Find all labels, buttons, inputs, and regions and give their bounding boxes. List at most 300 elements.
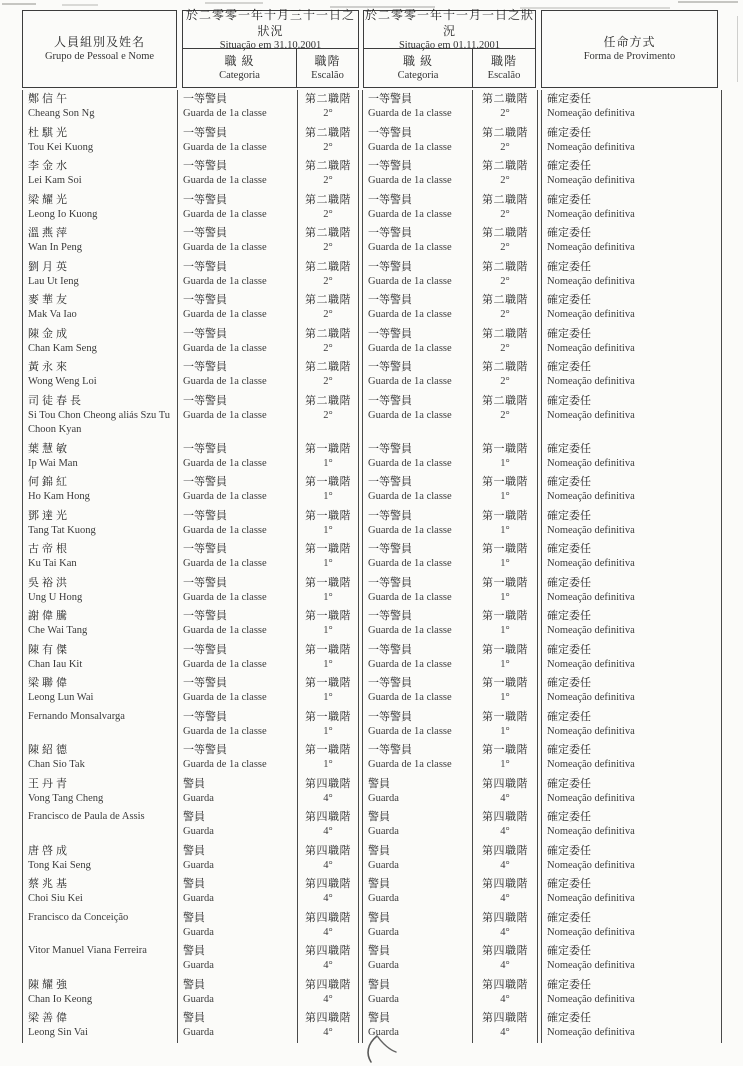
categoria-after-pt: Guarda xyxy=(368,1027,399,1038)
categoria-pt: Categoria xyxy=(397,70,439,81)
categoria-before-cell xyxy=(178,540,298,574)
forma-cell-zh: 確定委任 xyxy=(547,361,591,373)
table-row xyxy=(22,607,722,641)
escalao-after-number: 1° xyxy=(500,725,510,737)
escalao-before-zh: 第二職階 xyxy=(305,361,351,373)
categoria-before-zh: 一等警員 xyxy=(183,476,227,488)
escalao-before-number: 4° xyxy=(323,859,333,871)
categoria-after-cell xyxy=(363,507,473,541)
name-chinese: 梁善偉 xyxy=(28,1012,70,1024)
escalao-before-zh: 第一職階 xyxy=(305,744,351,756)
forma-cell-pt: Nomeação definitiva xyxy=(547,275,635,287)
escalao-after-number: 2° xyxy=(500,175,510,186)
escalao-subheader xyxy=(473,49,535,87)
forma-cell-zh: 確定委任 xyxy=(547,294,591,306)
escalao-after-cell xyxy=(473,875,538,909)
escalao-after-zh: 第四職階 xyxy=(482,811,528,823)
forma-cell-pt: Nomeação definitiva xyxy=(547,926,635,938)
table-row xyxy=(22,708,722,742)
escalao-after-zh: 第一職階 xyxy=(482,643,528,656)
categoria-after-pt: Guarda de 1a classe xyxy=(368,658,452,670)
escalao-after-cell xyxy=(473,574,538,608)
escalao-after-zh: 第一職階 xyxy=(482,442,528,455)
escalao-before-cell xyxy=(298,90,359,124)
name-chinese: 陳紹德 xyxy=(28,744,70,756)
escalao-after-number: 2° xyxy=(500,409,510,421)
escalao-before-cell xyxy=(298,325,359,359)
name-chinese: 梁耀光 xyxy=(28,193,70,206)
categoria-after-cell xyxy=(363,258,473,292)
table-row xyxy=(22,258,722,292)
categoria-after-zh: 一等警員 xyxy=(368,744,412,756)
escalao-after-number: 4° xyxy=(500,1027,510,1038)
categoria-after-pt: Guarda xyxy=(368,926,399,938)
forma-cell-pt: Nomeação definitiva xyxy=(547,692,635,703)
escalao-after-cell xyxy=(473,741,538,775)
forma-cell-zh: 確定委任 xyxy=(547,394,591,407)
name-portuguese: Chan Sio Tak xyxy=(28,759,85,770)
categoria-before-cell xyxy=(178,325,298,359)
escalao-before-cell xyxy=(298,157,359,191)
categoria-after-cell xyxy=(363,674,473,708)
name-portuguese: Wan In Peng xyxy=(28,242,82,253)
escalao-before-number: 2° xyxy=(323,275,333,287)
scan-artifact-dash xyxy=(62,4,98,6)
forma-cell xyxy=(542,325,719,359)
escalao-before-zh: 第二職階 xyxy=(305,93,351,105)
categoria-before-pt: Guarda de 1a classe xyxy=(183,591,267,603)
escalao-before-number: 2° xyxy=(323,376,333,387)
escalao-after-cell xyxy=(473,90,538,124)
name-chinese: 陳有傑 xyxy=(28,643,70,656)
forma-cell xyxy=(542,440,719,474)
categoria-before-pt: Guarda xyxy=(183,960,214,971)
escalao-after-zh: 第二職階 xyxy=(482,294,528,306)
forma-cell xyxy=(542,507,719,541)
categoria-after-zh: 一等警員 xyxy=(368,476,412,488)
name-chinese: 何錦紅 xyxy=(28,476,70,488)
forma-cell-zh: 確定委任 xyxy=(547,576,591,589)
scan-artifact-dash xyxy=(2,3,36,5)
name-chinese: 李金水 xyxy=(28,160,70,172)
forma-cell-pt: Nomeação definitiva xyxy=(547,859,635,871)
categoria-after-pt: Guarda xyxy=(368,792,399,804)
name-portuguese: Ung U Hong xyxy=(28,591,83,603)
categoria-after-pt: Guarda xyxy=(368,859,399,871)
categoria-after-pt: Guarda de 1a classe xyxy=(368,558,452,569)
name-portuguese: Ku Tai Kan xyxy=(28,558,77,569)
table-body xyxy=(22,90,722,1043)
escalao-after-zh: 第四職階 xyxy=(482,945,528,957)
name-chinese: 葉慧敏 xyxy=(28,442,70,455)
categoria-after-zh: 警員 xyxy=(368,945,390,957)
name-portuguese: Si Tou Chon Cheong aliás Szu Tu Choon Kyan xyxy=(28,409,171,435)
escalao-before-cell xyxy=(298,574,359,608)
forma-cell xyxy=(542,741,719,775)
table-row xyxy=(22,808,722,842)
name-cell xyxy=(23,325,178,359)
escalao-after-cell xyxy=(473,708,538,742)
name-chinese: 古帝根 xyxy=(28,543,70,555)
name-portuguese: Lau Ut Ieng xyxy=(28,275,79,287)
categoria-after-pt: Guarda de 1a classe xyxy=(368,208,452,220)
escalao-before-zh: 第四職階 xyxy=(305,978,351,991)
escalao-after-cell xyxy=(473,358,538,392)
name-cell xyxy=(23,808,178,842)
categoria-before-pt: Guarda de 1a classe xyxy=(183,175,267,186)
forma-cell-pt: Nomeação definitiva xyxy=(547,893,635,904)
forma-cell xyxy=(542,607,719,641)
categoria-before-zh: 一等警員 xyxy=(183,327,227,340)
categoria-after-pt: Guarda de 1a classe xyxy=(368,524,452,536)
forma-cell-zh: 確定委任 xyxy=(547,476,591,488)
table-header xyxy=(22,7,722,88)
escalao-before-cell xyxy=(298,124,359,158)
name-cell xyxy=(23,90,178,124)
forma-cell-pt: Nomeação definitiva xyxy=(547,625,635,636)
name-chinese: 鄭信午 xyxy=(28,93,70,105)
name-portuguese: Leong Io Kuong xyxy=(28,208,98,220)
escalao-after-zh: 第二職階 xyxy=(482,126,528,139)
categoria-after-zh: 一等警員 xyxy=(368,160,412,172)
escalao-before-cell xyxy=(298,607,359,641)
name-cell xyxy=(23,258,178,292)
categoria-before-pt: Guarda de 1a classe xyxy=(183,692,267,703)
name-cell xyxy=(23,392,178,440)
name-cell xyxy=(23,440,178,474)
forma-cell-pt: Nomeação definitiva xyxy=(547,457,635,469)
table-row xyxy=(22,224,722,258)
categoria-before-pt: Guarda de 1a classe xyxy=(183,759,267,770)
name-portuguese: Chan Iau Kit xyxy=(28,658,83,670)
forma-cell-zh: 確定委任 xyxy=(547,193,591,206)
escalao-before-number: 4° xyxy=(323,792,333,804)
name-cell xyxy=(23,507,178,541)
categoria-before-zh: 警員 xyxy=(183,844,205,857)
categoria-after-zh: 一等警員 xyxy=(368,193,412,206)
situation-2-zh: 於二零零一年十一月一日之狀況 xyxy=(364,7,534,38)
categoria-before-pt: Guarda de 1a classe xyxy=(183,491,267,502)
categoria-after-pt: Guarda de 1a classe xyxy=(368,725,452,737)
escalao-after-cell xyxy=(473,674,538,708)
categoria-after-pt: Guarda de 1a classe xyxy=(368,625,452,636)
escalao-after-number: 2° xyxy=(500,208,510,220)
categoria-before-zh: 一等警員 xyxy=(183,294,227,306)
name-portuguese: Ip Wai Man xyxy=(28,457,78,469)
forma-cell xyxy=(542,842,719,876)
forma-cell-zh: 確定委任 xyxy=(547,978,591,991)
escalao-before-zh: 第二職階 xyxy=(305,227,351,239)
categoria-before-cell xyxy=(178,157,298,191)
categoria-before-pt: Guarda de 1a classe xyxy=(183,658,267,670)
scan-artifact-line xyxy=(737,16,738,82)
name-portuguese: Leong Lun Wai xyxy=(28,692,94,703)
categoria-before-zh: 一等警員 xyxy=(183,710,227,723)
escalao-after-number: 1° xyxy=(500,558,510,569)
situation-1-title xyxy=(183,7,358,51)
categoria-before-zh: 一等警員 xyxy=(183,394,227,407)
categoria-after-cell xyxy=(363,641,473,675)
categoria-before-pt: Guarda de 1a classe xyxy=(183,625,267,636)
name-cell xyxy=(23,540,178,574)
forma-cell-pt: Nomeação definitiva xyxy=(547,1027,635,1038)
categoria-after-zh: 一等警員 xyxy=(368,543,412,555)
categoria-before-cell xyxy=(178,976,298,1010)
escalao-before-number: 2° xyxy=(323,108,333,119)
table-row xyxy=(22,473,722,507)
forma-cell xyxy=(542,708,719,742)
categoria-pt: Categoria xyxy=(219,70,260,81)
forma-cell-pt: Nomeação definitiva xyxy=(547,108,635,119)
name-portuguese: Chan Io Keong xyxy=(28,993,93,1005)
table-row xyxy=(22,842,722,876)
categoria-after-cell xyxy=(363,124,473,158)
categoria-before-pt: Guarda de 1a classe xyxy=(183,558,267,569)
forma-cell xyxy=(542,291,719,325)
categoria-before-zh: 一等警員 xyxy=(183,193,227,206)
name-cell xyxy=(23,191,178,225)
categoria-before-cell xyxy=(178,291,298,325)
escalao-before-zh: 第四職階 xyxy=(305,911,351,924)
escalao-before-cell xyxy=(298,674,359,708)
name-portuguese: Tang Tat Kuong xyxy=(28,524,96,536)
forma-cell-zh: 確定委任 xyxy=(547,160,591,172)
forma-cell xyxy=(542,641,719,675)
categoria-before-zh: 一等警員 xyxy=(183,160,227,172)
escalao-before-zh: 第一職階 xyxy=(305,543,351,555)
categoria-before-zh: 警員 xyxy=(183,811,205,823)
categoria-before-pt: Guarda de 1a classe xyxy=(183,242,267,253)
scan-artifact-dash xyxy=(520,7,670,9)
categoria-before-cell xyxy=(178,607,298,641)
table-row xyxy=(22,124,722,158)
escalao-zh: 職階 xyxy=(314,54,341,68)
categoria-before-zh: 一等警員 xyxy=(183,543,227,555)
escalao-before-cell xyxy=(298,808,359,842)
table-row xyxy=(22,507,722,541)
categoria-before-pt: Guarda de 1a classe xyxy=(183,275,267,287)
categoria-before-cell xyxy=(178,90,298,124)
table-row xyxy=(22,942,722,976)
categoria-before-cell xyxy=(178,708,298,742)
escalao-before-cell xyxy=(298,392,359,440)
escalao-before-cell xyxy=(298,1009,359,1043)
categoria-before-cell xyxy=(178,875,298,909)
escalao-after-cell xyxy=(473,291,538,325)
escalao-before-zh: 第二職階 xyxy=(305,160,351,172)
escalao-after-number: 4° xyxy=(500,792,510,804)
categoria-after-zh: 一等警員 xyxy=(368,610,412,622)
header-name-zh: 人員組別及姓名 xyxy=(53,35,145,49)
name-portuguese: Ho Kam Hong xyxy=(28,491,90,502)
table-row xyxy=(22,775,722,809)
forma-cell xyxy=(542,224,719,258)
categoria-after-zh: 警員 xyxy=(368,1012,390,1024)
forma-zh: 任命方式 xyxy=(603,35,656,49)
categoria-before-cell xyxy=(178,392,298,440)
forma-pt: Forma de Provimento xyxy=(583,51,676,62)
name-chinese: 陳耀強 xyxy=(28,978,70,991)
escalao-before-cell xyxy=(298,976,359,1010)
escalao-before-number: 1° xyxy=(323,491,333,502)
categoria-before-cell xyxy=(178,641,298,675)
forma-cell-pt: Nomeação definitiva xyxy=(547,960,635,971)
escalao-after-number: 1° xyxy=(500,692,510,703)
forma-cell xyxy=(542,942,719,976)
forma-cell xyxy=(542,191,719,225)
table-row xyxy=(22,741,722,775)
escalao-before-number: 1° xyxy=(323,692,333,703)
categoria-before-zh: 一等警員 xyxy=(183,744,227,756)
categoria-before-pt: Guarda de 1a classe xyxy=(183,108,267,119)
escalao-after-zh: 第二職階 xyxy=(482,227,528,239)
categoria-after-pt: Guarda de 1a classe xyxy=(368,409,452,421)
categoria-after-cell xyxy=(363,842,473,876)
header-forma-box xyxy=(541,10,718,88)
escalao-after-number: 2° xyxy=(500,342,510,354)
forma-cell-pt: Nomeação definitiva xyxy=(547,725,635,737)
forma-cell-pt: Nomeação definitiva xyxy=(547,376,635,387)
escalao-before-zh: 第二職階 xyxy=(305,327,351,340)
forma-cell-pt: Nomeação definitiva xyxy=(547,309,635,320)
name-cell xyxy=(23,1009,178,1043)
table-row xyxy=(22,540,722,574)
escalao-after-zh: 第四職階 xyxy=(482,978,528,991)
categoria-after-zh: 一等警員 xyxy=(368,260,412,273)
forma-cell xyxy=(542,1009,719,1043)
name-portuguese: Leong Sin Vai xyxy=(28,1027,88,1038)
name-cell xyxy=(23,607,178,641)
escalao-after-number: 2° xyxy=(500,309,510,320)
categoria-before-pt: Guarda xyxy=(183,1027,214,1038)
escalao-after-zh: 第二職階 xyxy=(482,394,528,407)
categoria-after-pt: Guarda de 1a classe xyxy=(368,141,452,153)
categoria-after-pt: Guarda xyxy=(368,993,399,1005)
name-chinese: 司徒春長 xyxy=(28,394,84,407)
escalao-after-number: 4° xyxy=(500,993,510,1005)
categoria-before-pt: Guarda xyxy=(183,893,214,904)
escalao-before-zh: 第四職階 xyxy=(305,777,351,790)
categoria-before-cell xyxy=(178,942,298,976)
forma-cell-zh: 確定委任 xyxy=(547,509,591,522)
name-cell xyxy=(23,473,178,507)
escalao-after-number: 2° xyxy=(500,242,510,253)
categoria-after-zh: 警員 xyxy=(368,777,390,790)
name-portuguese: Mak Va Iao xyxy=(28,309,77,320)
categoria-after-pt: Guarda de 1a classe xyxy=(368,692,452,703)
categoria-before-cell xyxy=(178,473,298,507)
situation-1-zh: 於二零零一年十月三十一日之狀況 xyxy=(185,7,355,38)
categoria-after-zh: 警員 xyxy=(368,878,390,890)
escalao-before-number: 2° xyxy=(323,141,333,153)
categoria-before-zh: 一等警員 xyxy=(183,610,227,622)
forma-cell-pt: Nomeação definitiva xyxy=(547,342,635,354)
forma-cell xyxy=(542,258,719,292)
categoria-subheader xyxy=(364,49,473,87)
forma-cell-zh: 確定委任 xyxy=(547,911,591,924)
name-cell xyxy=(23,641,178,675)
forma-cell-zh: 確定委任 xyxy=(547,227,591,239)
forma-cell-zh: 確定委任 xyxy=(547,710,591,723)
name-portuguese: Lei Kam Soi xyxy=(28,175,82,186)
categoria-before-zh: 警員 xyxy=(183,1012,205,1024)
categoria-before-cell xyxy=(178,574,298,608)
categoria-before-pt: Guarda xyxy=(183,826,214,837)
escalao-before-number: 4° xyxy=(323,1027,333,1038)
escalao-before-zh: 第一職階 xyxy=(305,442,351,455)
forma-cell-zh: 確定委任 xyxy=(547,878,591,890)
forma-cell-pt: Nomeação definitiva xyxy=(547,558,635,569)
escalao-after-zh: 第二職階 xyxy=(482,160,528,172)
table-row xyxy=(22,325,722,359)
name-chinese: 謝偉騰 xyxy=(28,610,70,622)
escalao-after-cell xyxy=(473,124,538,158)
name-cell xyxy=(23,674,178,708)
categoria-after-pt: Guarda de 1a classe xyxy=(368,759,452,770)
escalao-before-cell xyxy=(298,942,359,976)
forma-cell-zh: 確定委任 xyxy=(547,643,591,656)
escalao-before-cell xyxy=(298,440,359,474)
forma-cell-pt: Nomeação definitiva xyxy=(547,409,635,421)
categoria-after-cell xyxy=(363,224,473,258)
categoria-after-zh: 警員 xyxy=(368,978,390,991)
forma-cell-zh: 確定委任 xyxy=(547,260,591,273)
name-portuguese: Francisco de Paula de Assis xyxy=(28,811,145,822)
categoria-before-pt: Guarda xyxy=(183,792,214,804)
name-portuguese: Vitor Manuel Viana Ferreira xyxy=(28,945,147,956)
situation-2-pt: Situação em 01.11.2001 xyxy=(398,39,501,51)
forma-cell-pt: Nomeação definitiva xyxy=(547,524,635,536)
categoria-before-cell xyxy=(178,358,298,392)
forma-cell-zh: 確定委任 xyxy=(547,777,591,790)
personnel-table xyxy=(22,7,722,1043)
categoria-after-zh: 一等警員 xyxy=(368,126,412,139)
categoria-after-pt: Guarda xyxy=(368,893,399,904)
escalao-pt: Escalão xyxy=(487,70,521,81)
categoria-after-pt: Guarda de 1a classe xyxy=(368,108,452,119)
table-row xyxy=(22,90,722,124)
forma-cell xyxy=(542,808,719,842)
name-portuguese: Vong Tang Cheng xyxy=(28,792,104,804)
categoria-after-cell xyxy=(363,875,473,909)
forma-cell xyxy=(542,976,719,1010)
categoria-before-zh: 一等警員 xyxy=(183,260,227,273)
categoria-after-cell xyxy=(363,90,473,124)
table-row xyxy=(22,641,722,675)
forma-cell-pt: Nomeação definitiva xyxy=(547,591,635,603)
categoria-before-zh: 警員 xyxy=(183,945,205,957)
escalao-after-zh: 第一職階 xyxy=(482,710,528,723)
escalao-after-zh: 第二職階 xyxy=(482,327,528,340)
escalao-before-cell xyxy=(298,775,359,809)
escalao-after-cell xyxy=(473,224,538,258)
escalao-before-cell xyxy=(298,708,359,742)
name-cell xyxy=(23,842,178,876)
table-row xyxy=(22,674,722,708)
escalao-before-number: 4° xyxy=(323,826,333,837)
escalao-after-number: 1° xyxy=(500,759,510,770)
escalao-before-cell xyxy=(298,507,359,541)
escalao-before-zh: 第一職階 xyxy=(305,677,351,689)
categoria-after-cell xyxy=(363,358,473,392)
escalao-before-number: 1° xyxy=(323,591,333,603)
name-cell xyxy=(23,291,178,325)
categoria-after-zh: 一等警員 xyxy=(368,677,412,689)
header-name-box xyxy=(22,10,177,88)
escalao-before-number: 1° xyxy=(323,457,333,469)
forma-cell-zh: 確定委任 xyxy=(547,442,591,455)
categoria-before-zh: 警員 xyxy=(183,911,205,924)
